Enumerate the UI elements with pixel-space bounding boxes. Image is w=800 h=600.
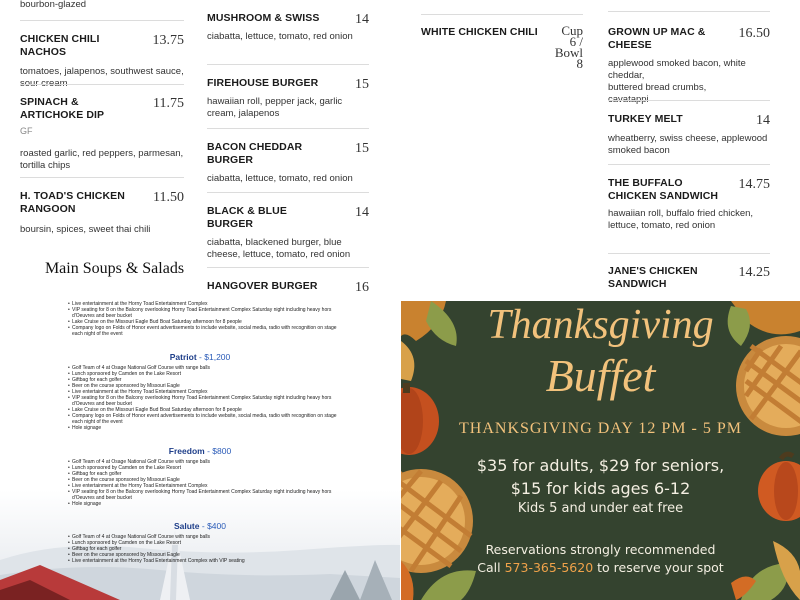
benefit-item: • VIP seating for 8 on the Balcony overlooking Horny Toad Entertainment Complex Saturday night including heavy hors d'Oeuvres and beer bucket (68, 395, 338, 407)
previous-item-description: bourbon-glazed (20, 0, 87, 10)
item-name: CHICKEN CHILI NACHOS (20, 33, 100, 58)
flyer-kids-free: Kids 5 and under eat free (517, 501, 684, 516)
price-bowl-label: Bowl (554, 45, 583, 60)
benefit-item: • Live entertainment at the Horny Toad Entertainment Complex (68, 483, 338, 489)
item-name: THE BUFFALO CHICKEN SANDWICH (608, 177, 719, 202)
benefit-item: • Giftbag for each golfer (68, 546, 338, 552)
benefit-item: • Beer on the course sponsored by Missouri Eagle (68, 383, 338, 389)
flyer-price-adults-seniors: $35 for adults, $29 for seniors, (476, 456, 725, 475)
tier-amount: $400 (207, 521, 226, 531)
tier-heading-patriot: Patriot - $1,200 (169, 352, 231, 362)
flyer-price-kids: $15 for kids ages 6-12 (510, 479, 691, 498)
menu-column-appetizers (20, 0, 184, 262)
menu-item (207, 64, 369, 128)
tier-amount: $800 (212, 446, 232, 456)
benefit-item: • Beer on the course sponsored by Missouri Eagle (68, 552, 338, 558)
item-price (555, 25, 583, 69)
menu-item (207, 0, 369, 64)
benefit-item: • Lake Cruise on the Missouri Eagle Bud Boat Saturday afternoon for 8 people (68, 407, 338, 413)
item-description: wheatberry, swiss cheese, applewood smoked bacon (608, 133, 768, 156)
item-price: 15 (355, 77, 369, 92)
benefit-item: • VIP seating for 8 on the Balcony overlooking Horny Toad Entertainment Complex Saturday night including heavy hors d'Oeuvres and beer bucket (68, 489, 338, 501)
item-name: TURKEY MELT (608, 113, 683, 125)
benefit-item: • Lake Cruise on the Missouri Eagle Bud Boat Saturday afternoon for 8 people (68, 319, 338, 325)
benefit-item: • Lunch sponsored by Camden on the Lake Resort (68, 371, 338, 377)
price-bowl-value: 8 (576, 56, 583, 71)
menu-item (207, 267, 369, 297)
menu-item (20, 84, 184, 180)
tier-benefit-list (68, 534, 338, 564)
item-description: tomatoes, jalapenos, southwest sauce, sour cream (20, 66, 184, 89)
cropped-previous-description (608, 0, 728, 2)
item-name: GROWN UP MAC & CHEESE (608, 26, 706, 51)
tier-name: Patriot (169, 352, 197, 362)
item-price: 11.50 (153, 190, 184, 205)
menu-item (20, 177, 184, 247)
item-price: 13.75 (152, 33, 184, 48)
thanksgiving-buffet-flyer (401, 301, 800, 600)
top-benefit-list (68, 301, 338, 337)
item-description: roasted garlic, red peppers, parmesan, tortilla chips (20, 148, 184, 171)
sponsorship-document (0, 297, 400, 600)
item-price: 14.75 (738, 177, 770, 192)
item-description: ciabatta, lettuce, tomato, red onion (207, 31, 353, 42)
phone-number-link[interactable]: 573-365-5620 (504, 560, 594, 575)
benefit-item: • VIP seating for 8 on the Balcony overlooking Horny Toad Entertainment Complex Saturday night including heavy hors d'Oeuvres and beer bucket (68, 307, 338, 319)
flyer-title-thanksgiving: Thanksgiving (487, 302, 714, 348)
item-description: ciabatta, lettuce, tomato, red onion (207, 173, 353, 184)
call-suffix: to reserve your spot (597, 560, 724, 575)
item-name: SPINACH & ARTICHOKE DIP (20, 96, 105, 121)
tier-heading-freedom: Freedom - $800 (168, 446, 232, 456)
section-title: Main Soups & Salads (44, 260, 185, 277)
menu-item (207, 192, 369, 268)
benefit-item: • Company logo on Folds of Honor event advertisements to include website, social media, radio with recognition on stage each night of the event (68, 413, 338, 425)
item-name: BACON CHEDDAR BURGER (207, 141, 303, 166)
benefit-item: • Hole signage (68, 425, 338, 431)
menu-column-sandwiches (608, 0, 770, 297)
benefit-item: • Live entertainment at the Horny Toad Entertainment Complex with VIP seating (68, 558, 338, 564)
menu-item (608, 164, 770, 253)
item-price: 15 (355, 141, 369, 156)
benefit-item: • Golf Team of 4 at Osage National Golf Course with range balls (68, 365, 338, 371)
benefit-item: • Lunch sponsored by Camden on the Lake Resort (68, 540, 338, 546)
item-description: boursin, spices, sweet thai chili (20, 224, 151, 235)
flyer-reservations-note: Reservations strongly recommended (485, 542, 716, 557)
item-description: applewood smoked bacon, white cheddar, buttered bread crumbs, cavatappi (608, 58, 746, 105)
item-price: 11.75 (153, 96, 184, 111)
item-name: H. TOAD'S CHICKEN RANGOON (20, 190, 125, 215)
tier-name: Freedom (168, 446, 205, 456)
tier-amount: $1,200 (204, 352, 231, 362)
item-description: hawaiian roll, buffalo fried chicken, lettuce, tomato, red onion (608, 208, 754, 231)
item-price: 14.25 (738, 265, 770, 280)
benefit-item: • Golf Team of 4 at Osage National Golf Course with range balls (68, 459, 338, 465)
item-name: HANGOVER BURGER (207, 280, 318, 292)
flyer-call-line (401, 560, 800, 575)
menu-item (608, 11, 770, 105)
benefit-item: • Giftbag for each golfer (68, 377, 338, 383)
benefit-item: • Hole signage (68, 501, 338, 507)
benefit-item: • Beer on the course sponsored by Missouri Eagle (68, 477, 338, 483)
flyer-date-time: THANKSGIVING DAY 12 PM - 5 PM (459, 420, 742, 437)
benefit-item: • Golf Team of 4 at Osage National Golf Course with range balls (68, 534, 338, 540)
menu-item (608, 253, 770, 297)
benefit-item: • Live entertainment at the Horny Toad Entertainment Complex (68, 389, 338, 395)
tier-name: Salute (173, 521, 200, 531)
item-price: 14 (355, 12, 369, 27)
tier-heading-salute: Salute - $400 (173, 521, 226, 531)
item-name: JANE'S CHICKEN SANDWICH (608, 265, 698, 290)
price-cup-value: 6 / (569, 34, 583, 49)
item-name: FIREHOUSE BURGER (207, 77, 319, 89)
gluten-free-tag: GF (20, 126, 33, 136)
item-price: 16 (355, 280, 369, 295)
tier-benefit-list (68, 365, 338, 431)
item-description: ciabatta, blackened burger, blue cheese, lettuce, tomato, red onion (207, 237, 351, 260)
menu-column-burgers (207, 0, 369, 297)
benefit-item: • Company logo on Folds of Honor event advertisements to include website, social media, radio with recognition on stage each night of the event (68, 325, 338, 337)
item-name: MUSHROOM & SWISS (207, 12, 320, 24)
item-price: 16.50 (738, 26, 770, 41)
menu-column-soups (421, 0, 583, 297)
flyer-title-buffet: Buffet (545, 350, 656, 401)
benefit-item: • Lunch sponsored by Camden on the Lake Resort (68, 465, 338, 471)
menu-item (608, 100, 770, 164)
item-name: WHITE CHICKEN CHILI (421, 26, 538, 38)
item-price: 14 (355, 205, 369, 220)
benefit-item: • Live entertainment at the Horny Toad Entertainment Complex (68, 301, 338, 307)
item-description: hawaiian roll, pepper jack, garlic cream, jalapenos (207, 96, 343, 119)
benefit-item: • Giftbag for each golfer (68, 471, 338, 477)
item-name: BLACK & BLUE BURGER (207, 205, 287, 230)
price-cup-label: Cup (561, 23, 583, 38)
menu-item (207, 128, 369, 192)
menu-item (421, 14, 583, 84)
tier-benefit-list (68, 459, 338, 507)
item-price: 14 (756, 113, 770, 128)
call-prefix: Call (477, 560, 501, 575)
menu-item (20, 20, 184, 89)
